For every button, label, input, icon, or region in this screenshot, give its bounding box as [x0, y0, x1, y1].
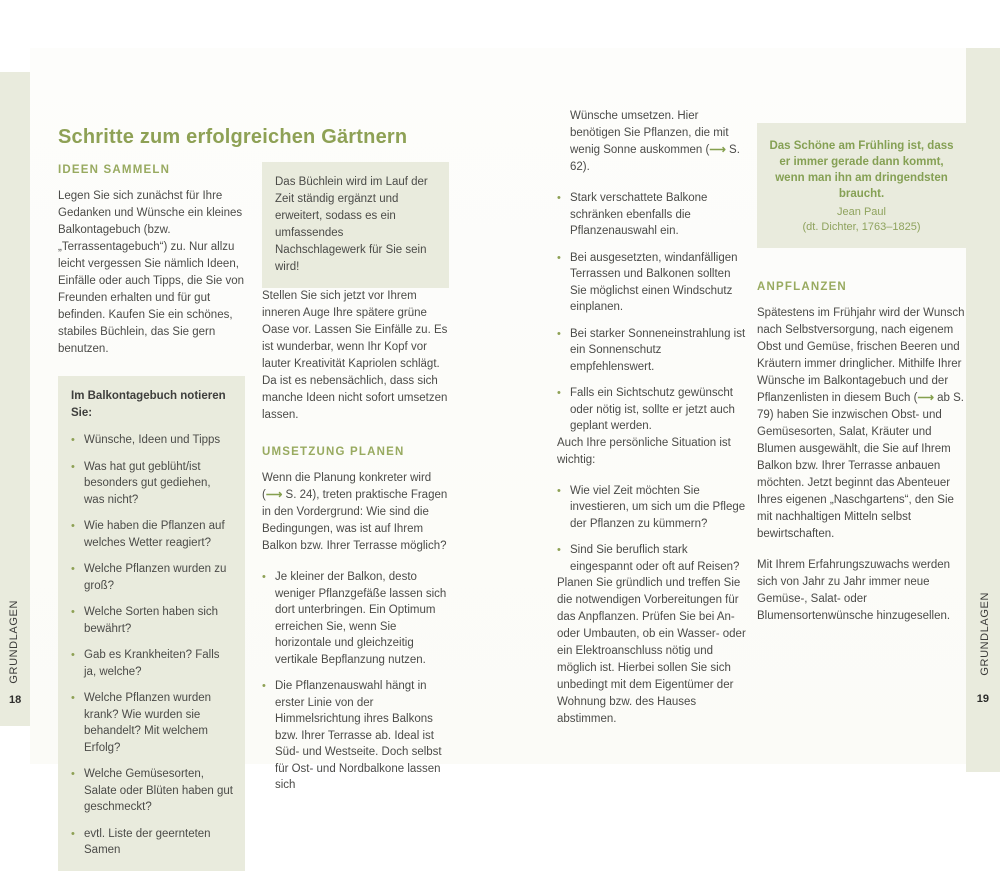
bullet-dot-icon: •: [71, 606, 75, 618]
list-item: • Was hat gut geblüht/ist besonders gut gediehen, was nicht?: [71, 459, 233, 509]
paragraph-continuation: Wünsche umsetzen. Hier benötigen Sie Pflanzen, die mit wenig Sonne auskommen (⟶ S. 62).: [570, 110, 740, 173]
list-item: • Stark verschattete Balkone schränken ebenfalls die Pflanzenauswahl ein.: [557, 190, 747, 240]
list-item: • Wie viel Zeit möchten Sie investieren, um sich um die Pflege der Pflanzen zu kümmern?: [557, 483, 747, 533]
list-item: • Wie haben die Pflanzen auf welches Wetter reagiert?: [71, 518, 233, 551]
bullet-dot-icon: •: [557, 484, 561, 497]
bullet-dot-icon: •: [71, 768, 75, 780]
left-page-column-2: [262, 162, 449, 794]
page-number-right: 19: [976, 693, 989, 705]
list-item: • Welche Gemüsesorten, Salate oder Blüten haben gut geschmeckt?: [71, 766, 233, 816]
cross-reference-arrow-icon: ⟶: [917, 392, 934, 404]
list-item: • Bei ausgesetzten, windanfälligen Terrassen und Balkonen sollten Sie möglichst einen Windschutz einplanen.: [557, 250, 747, 316]
bullet-dot-icon: •: [557, 387, 561, 399]
quote-box: [757, 123, 966, 248]
paragraph-vorbereitungen: Planen Sie gründlich und treffen Sie die notwendigen Vorbereitungen für das Anpflanzen. Prüfen Sie bei An- oder Umbauten, ob ein Wasser- oder ein Elektroanschluss nötig und möglich ist. Hierbei sollen Sie sich unbedingt mit dem Eigentümer der Wohnung bzw. des Hauses abstimmen.: [557, 577, 746, 725]
section-heading-ideen-sammeln: IDEEN SAMMELN: [58, 164, 171, 176]
bullet-dot-icon: •: [71, 460, 75, 473]
list-item: • Sind Sie beruflich stark eingespannt oder oft auf Reisen?: [557, 542, 747, 575]
chapter-label-right: GRUNDLAGEN: [979, 592, 991, 676]
bullet-dot-icon: •: [557, 544, 561, 556]
list-item: • Falls ein Sichtschutz gewünscht oder nötig ist, sollte er jetzt auch geplant werden.: [557, 385, 747, 435]
right-page-column-1: [557, 108, 747, 742]
bullet-dot-icon: •: [557, 327, 561, 340]
quote-attribution: (dt. Dichter, 1763–1825): [802, 221, 921, 233]
list-item: • Welche Sorten haben sich bewährt?: [71, 604, 233, 637]
list-item: • Bei starker Sonneneinstrahlung ist ein Sonnenschutz empfehlenswert.: [557, 326, 747, 376]
bullet-dot-icon: •: [71, 692, 75, 704]
list-item: • Welche Pflanzen wurden zu groß?: [71, 561, 233, 594]
list-item: • Welche Pflanzen wurden krank? Wie wurden sie behandelt? Mit welchem Erfolg?: [71, 690, 233, 756]
cross-reference-arrow-icon: ⟶: [265, 489, 283, 501]
cross-reference-arrow-icon: ⟶: [709, 144, 726, 156]
bullet-dot-icon: •: [71, 434, 75, 446]
quote-text: Das Schöne am Frühling ist, dass er immer gerade dann kommt, wenn man ihn am dringendsten braucht.: [769, 140, 954, 200]
bullet-dot-icon: •: [262, 680, 266, 692]
bullet-dot-icon: •: [71, 520, 75, 532]
right-page-column-2: [757, 123, 966, 639]
tip-box-text: Das Büchlein wird im Lauf der Zeit ständig ergänzt und erweitert, sodass es ein umfassendes Nachschlagewerk für Sie sein wird!: [275, 176, 428, 273]
chapter-label-left: GRUNDLAGEN: [8, 600, 20, 684]
paragraph-ideen-intro: Legen Sie sich zunächst für Ihre Gedanken und Wünsche ein kleines Balkontagebuch (bzw. „Terrassentagebuch“) zu. Nur allzu leicht vergessen Sie nämlich Ideen, Einfälle oder auch Tipps, die Sie von Freunden erhalten und für gut befinden. Kaufen Sie ein schönes, stabiles Büchlein, das Sie gern benutzen.: [58, 190, 245, 355]
list-item: • Wünsche, Ideen und Tipps: [71, 432, 233, 449]
page-title: Schritte zum erfolgreichen Gärtnern: [58, 126, 408, 149]
bullet-dot-icon: •: [71, 827, 75, 840]
quote-author: Jean Paul: [837, 206, 886, 218]
bullet-dot-icon: •: [71, 563, 75, 575]
list-item: • Gab es Krankheiten? Falls ja, welche?: [71, 647, 233, 680]
page-number-left: 18: [9, 694, 22, 706]
bullet-dot-icon: •: [557, 192, 561, 204]
section-heading-umsetzung-planen: UMSETZUNG PLANEN: [262, 446, 405, 458]
list-item: • Die Pflanzenauswahl hängt in erster Linie von der Himmelsrichtung ihres Balkons bzw. Ihrer Terrasse ab. Ideal ist Süd- und Westseite. Doch selbst für Ost- und Nordbalkone lassen sich: [262, 678, 449, 794]
notebook-box-title: Im Balkontagebuch notieren Sie:: [71, 390, 226, 419]
left-page-column-1: [58, 162, 245, 871]
paragraph-erfahrungszuwachs: Mit Ihrem Erfahrungszuwachs werden sich von Jahr zu Jahr immer neue Gemüse-, Salat- oder Blumensortenwünsche hinzugesellen.: [757, 559, 951, 622]
section-heading-anpflanzen: ANPFLANZEN: [757, 281, 847, 293]
paragraph-persoenliche-situation: Auch Ihre persönliche Situation ist wichtig:: [557, 436, 731, 466]
notebook-checklist-box: [58, 376, 245, 871]
bullet-dot-icon: •: [557, 251, 561, 264]
tip-box: [262, 162, 449, 288]
bullet-dot-icon: •: [71, 649, 75, 661]
paragraph-anpflanzen: Spätestens im Frühjahr wird der Wunsch nach Selbstversorgung, nach eigenem Obst und Gemüse, frischen Beeren und Kräutern immer dringlicher. Mithilfe Ihrer Wünsche im Balkontagebuch und der Pflanzenlisten in diesem Buch (⟶ ab S. 79) haben Sie inzwischen Obst- und Gemüsesorten, Salat, Kräuter und Blumen ausgewählt, die Sie auf Ihrem Balkon bzw. Ihrer Terrasse anbauen möchten. Jetzt beginnt das Abenteuer Ihres eigenen „Naschgartens“, den Sie mit nachhaltigen Mitteln selbst bewirtschaften.: [757, 307, 965, 540]
list-item: • Je kleiner der Balkon, desto weniger Pflanzgefäße lassen sich dort unterbringen. Ein Optimum erreichen Sie, wenn Sie horizontale und gleichzeitig vertikale Bepflanzung nutzen.: [262, 569, 449, 668]
paragraph-innere-oase: Stellen Sie sich jetzt vor Ihrem inneren Auge Ihre spätere grüne Oase vor. Lassen Sie Einfälle zu. Es ist wunderbar, wenn Ihr Kopf vor lauter Kreativität Kapriolen schlägt. Da ist es nebensächlich, dass sich manche Ideen nicht sofort umsetzen lassen.: [262, 290, 448, 421]
paragraph-planung: Wenn die Planung konkreter wird (⟶ S. 24), treten praktische Fragen in den Vordergrund: Wie sind die Bedingungen, was ist auf Ihrem Balkon bzw. Ihrer Terrasse möglich?: [262, 472, 448, 552]
bullet-dot-icon: •: [262, 571, 266, 583]
list-item: • evtl. Liste der geernteten Samen: [71, 826, 233, 859]
